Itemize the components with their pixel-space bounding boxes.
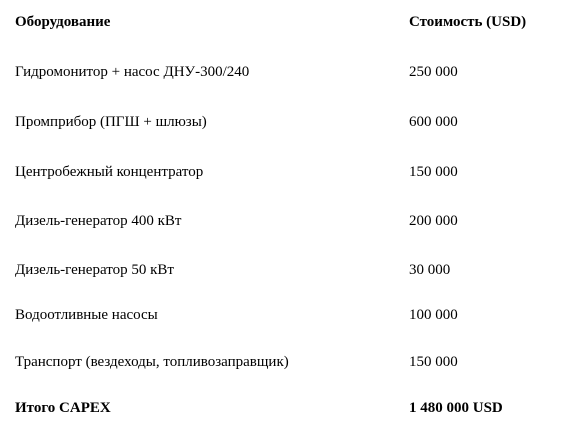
table-row	[0, 62, 577, 82]
equipment-cost: 250 000	[409, 64, 458, 80]
table-row	[0, 112, 577, 132]
table-header	[0, 12, 577, 32]
equipment-name: Промприбор (ПГШ + шлюзы)	[15, 114, 207, 130]
equipment-name: Водоотливные насосы	[15, 307, 158, 323]
equipment-cost: 150 000	[409, 164, 458, 180]
equipment-cost: 100 000	[409, 307, 458, 323]
table-row	[0, 260, 577, 280]
equipment-cost: 30 000	[409, 262, 451, 278]
equipment-name: Гидромонитор + насос ДНУ-300/240	[15, 64, 250, 80]
total-label: Итого CAPEX	[15, 400, 111, 416]
table-row	[0, 162, 577, 182]
equipment-cost: 600 000	[409, 114, 458, 130]
equipment-cost: 200 000	[409, 213, 458, 229]
equipment-name: Дизель-генератор 400 кВт	[15, 213, 182, 229]
header-cost: Стоимость (USD)	[409, 14, 527, 30]
equipment-name: Дизель-генератор 50 кВт	[15, 262, 174, 278]
equipment-name: Транспорт (вездеходы, топливозаправщик)	[15, 354, 289, 370]
table-row	[0, 305, 577, 325]
equipment-cost: 150 000	[409, 354, 458, 370]
table-row	[0, 211, 577, 231]
header-equipment: Оборудование	[15, 14, 111, 30]
equipment-name: Центробежный концентратор	[15, 164, 204, 180]
table-total-row	[0, 398, 577, 418]
total-value: 1 480 000 USD	[409, 400, 503, 416]
table-row	[0, 352, 577, 372]
